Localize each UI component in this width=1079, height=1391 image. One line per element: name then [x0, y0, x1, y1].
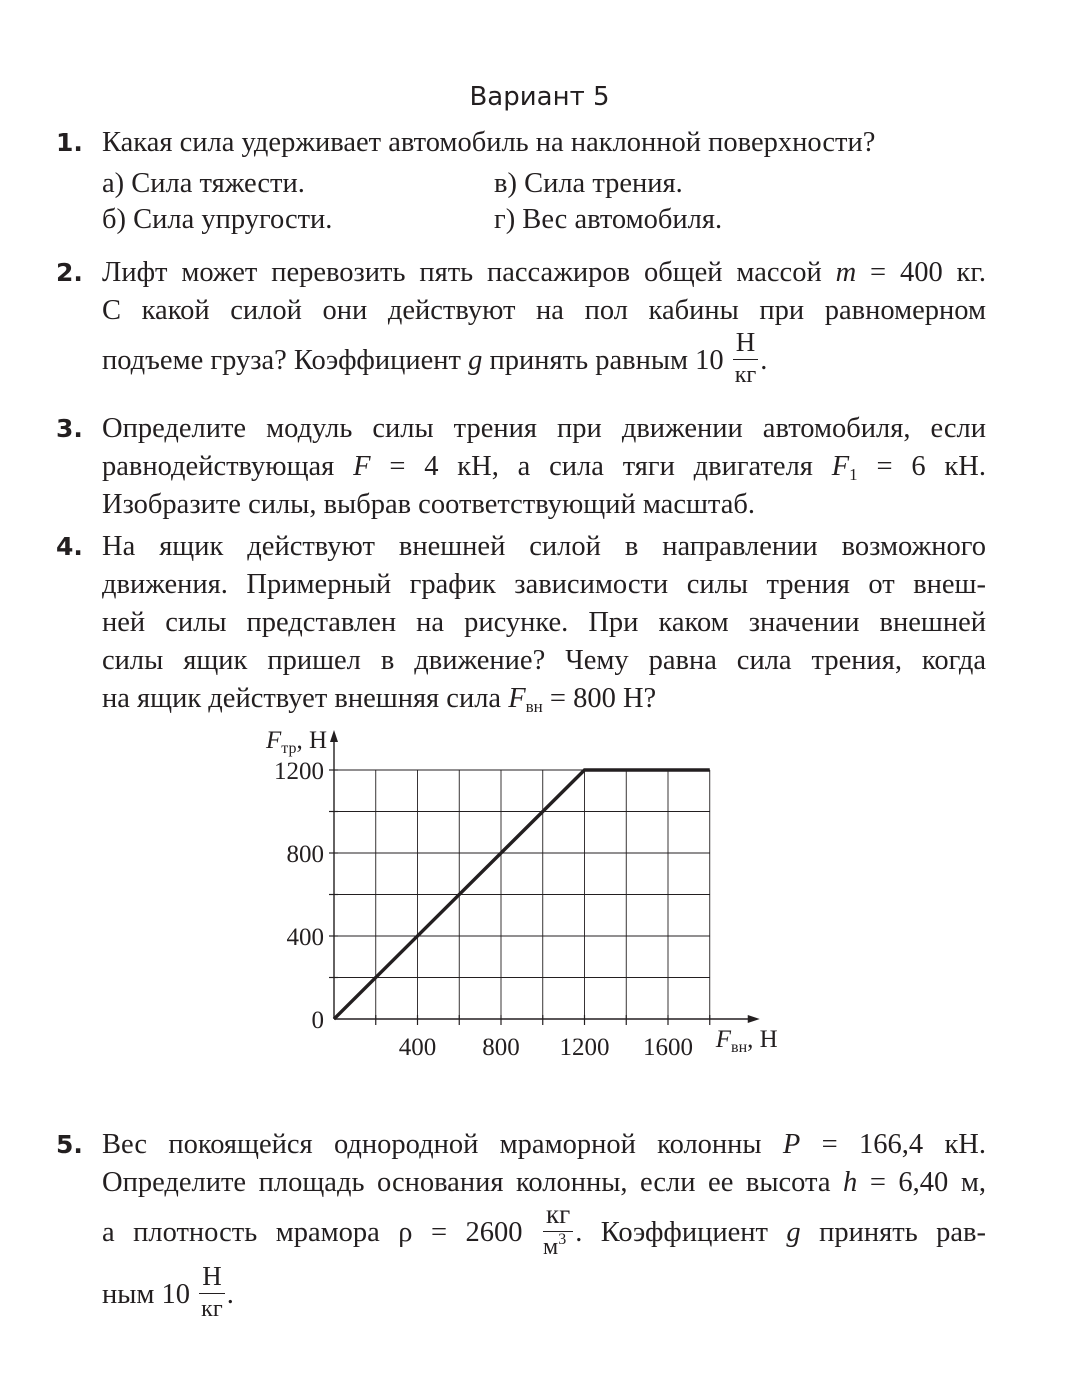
q1-option-a: а) Сила тяжести. [102, 168, 305, 199]
q4-line-4: силы ящик пришел в движение? Чему равна сила трения, когда [102, 645, 986, 676]
x-tick-label: 400 [398, 1034, 437, 1061]
q5-line-1: Вес покоящейся однородной мраморной колонны P = 166,4 кН. [102, 1129, 986, 1160]
q2-line-2: С какой силой они действуют на пол кабины при равномерном [102, 295, 986, 326]
q4-number: 4. [56, 532, 83, 561]
x-axis-label: $F_{вн}$, Н [715, 1026, 778, 1056]
y-axis-arrow [330, 730, 338, 742]
q2-fraction-n-per-kg: $\frac{Н}{кг}$ [734, 327, 757, 389]
q2-line-1: Лифт может перевозить пять пассажиров общей массой m = 400 кг. [102, 257, 986, 288]
y-tick-label: 800 [286, 841, 324, 868]
q3-line-1: Определите модуль силы трения при движении автомобиля, если [102, 413, 986, 444]
x-axis-arrow [748, 1015, 760, 1023]
q2-line-3: подъеме груза? Коэффициент g принять равным 10 $\frac{Н}{кг}$ . [102, 327, 768, 389]
y-tick-label: 400 [286, 924, 324, 951]
q4-line-5: на ящик действует внешняя сила $F_{вн} = 800$ Н? [102, 683, 657, 716]
q5-fraction-kg-per-m3: $\frac{кг}{м^3}$ [543, 1201, 573, 1259]
q3-number: 3. [56, 414, 83, 443]
q1-question: Какая сила удерживает автомобиль на наклонной поверхности? [102, 127, 876, 158]
y-tick-label: 0 [311, 1007, 324, 1034]
x-tick-label: 1200 [559, 1034, 610, 1061]
y-tick-label: 1200 [274, 758, 324, 785]
q4-line-1: На ящик действуют внешней силой в направлении возможного [102, 531, 986, 562]
q1-option-g: г) Вес автомобиля. [494, 204, 723, 235]
variant-title: Вариант 5 [469, 82, 610, 112]
q4-line-2: движения. Примерный график зависимости силы трения от внеш- [102, 569, 986, 600]
q5-line-4: ным 10 $\frac{Н}{кг}$ . [102, 1261, 234, 1323]
q3-line-2: равнодействующая F = 4 кН, а сила тяги двигателя $F_1 = 6$ кН. [102, 451, 986, 484]
q5-line-2: Определите площадь основания колонны, если ее высота h = 6,40 м, [102, 1167, 987, 1198]
q2-number: 2. [56, 258, 83, 287]
x-tick-label: 800 [482, 1034, 520, 1061]
q1-option-b: б) Сила упругости. [102, 204, 333, 235]
q5-number: 5. [56, 1130, 83, 1159]
q3-line-3: Изобразите силы, выбрав соответствующий масштаб. [102, 489, 756, 520]
q5-line-3: а плотность мрамора ρ = 2600 $\frac{кг}{м^3}$ . Коэффициент g принять рав- [102, 1199, 987, 1261]
q1-number: 1. [56, 128, 83, 157]
x-tick-label: 1600 [643, 1034, 693, 1061]
q5-text [102, 1126, 986, 1326]
q1-option-v: в) Сила трения. [494, 168, 683, 199]
q5-fraction-n-per-kg: $\frac{Н}{кг}$ [201, 1261, 223, 1323]
q4-line-3: ней силы представлен на рисунке. При каком значении внешней [102, 607, 986, 638]
y-axis-label: $F_{тр}$, Н [266, 727, 328, 757]
